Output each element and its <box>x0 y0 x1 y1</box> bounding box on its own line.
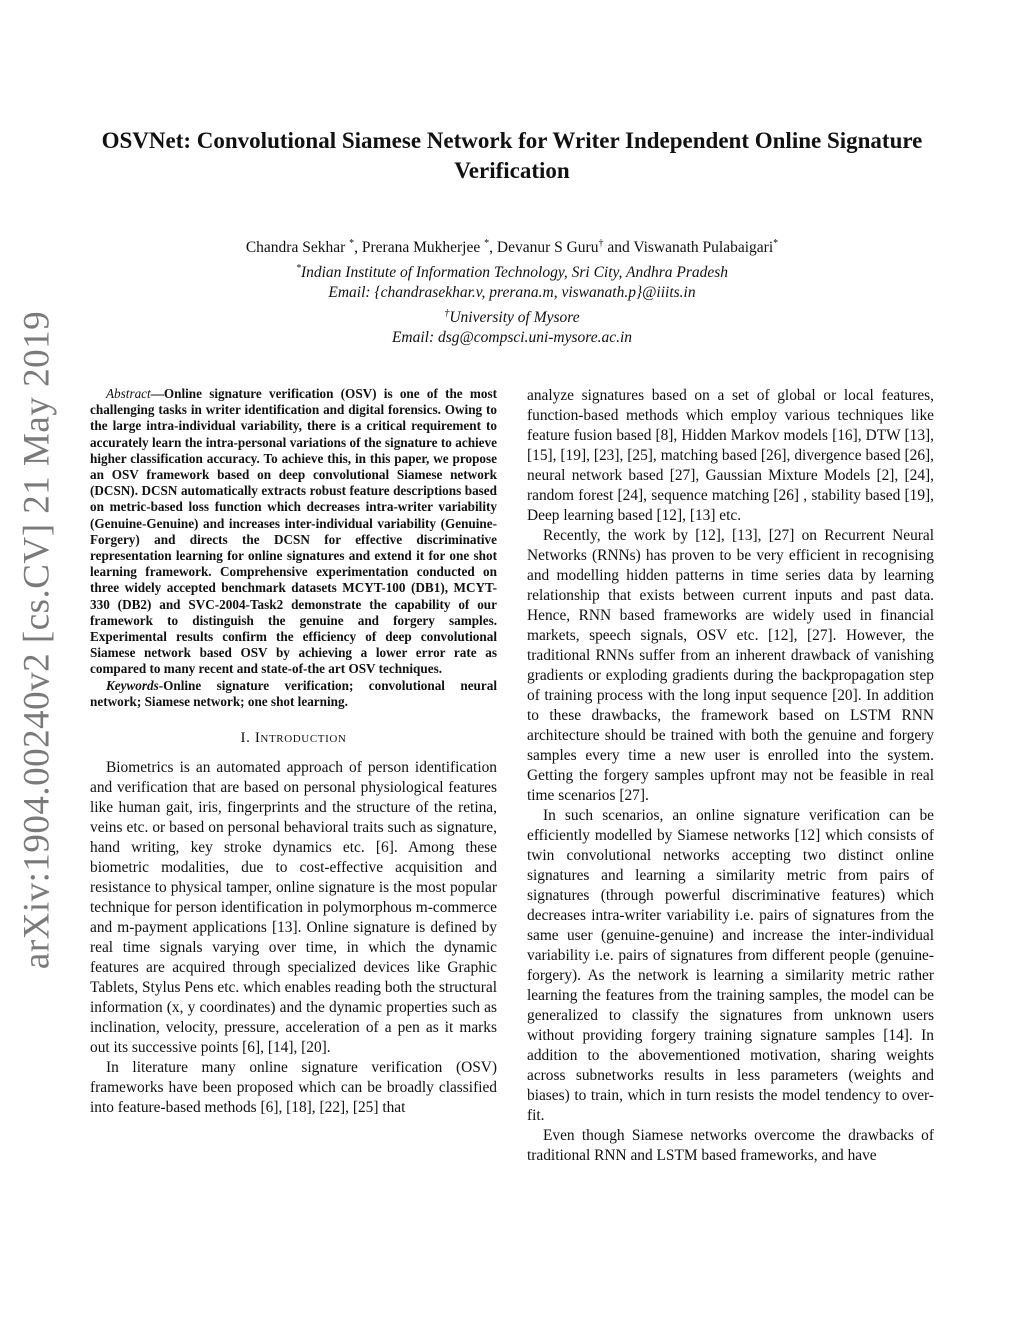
body-paragraph: Even though Siamese networks overcome the drawbacks of traditional RNN and LSTM based frameworks, and have <box>527 1127 934 1164</box>
email-1: Email: {chandrasekhar.v, prerana.m, viswanath.p}@iiits.in <box>328 284 696 302</box>
author-block <box>80 234 944 349</box>
section-heading-introduction: I. Introduction <box>240 730 347 747</box>
right-column <box>527 386 934 1166</box>
body-paragraph: In literature many online signature verification (OSV) frameworks have been proposed which can be broadly classified into feature-based methods [6], [18], [22], [25] that <box>90 1059 497 1117</box>
paper-title: OSVNet: Convolutional Siamese Network for Writer Independent Online Signature Verification <box>101 128 923 183</box>
body-paragraph: analyze signatures based on a set of global or local features, function-based methods which employ various techniques like feature fusion based [8], Hidden Markov models [16], DTW [13], [15], [19], [23], [25], matching based [26], divergence based [26], neural network based [27], Gaussian Mixture Models [2], [24], random forest [24], sequence matching [26] , stability based [19], Deep learning based [12], [13] etc. <box>527 387 934 524</box>
abstract: Abstract—Online signature verification (OSV) is one of the most challenging tasks in writer identification and digital forensics. Owing to the large intra-individual variability, there is a critical requirement to accurately learn the intra-personal variations of the signature to achieve higher classification accuracy. To achieve this, in this paper, we propose an OSV framework based on deep convolutional Siamese network (DCSN). DCSN automatically extracts robust feature descriptions based on metric-based loss function which decreases intra-writer variability (Genuine-Genuine) and increases inter-individual variability (Genuine-Forgery) and directs the DCSN for effective discriminative representation learning for online signatures and extend it for one shot learning framework. Comprehensive experimentation conducted on three widely accepted benchmark datasets MCYT-100 (DB1), MCYT-330 (DB2) and SVC-2004-Task2 demonstrate the capability of our framework to distinguish the genuine and forgery samples. Experimental results confirm the efficiency of deep convolutional Siamese network based OSV by achieving a lower error rate as compared to many recent and state-of-the art OSV techniques. <box>90 386 497 677</box>
body-paragraph: Biometrics is an automated approach of person identification and verification that are based on personal physiological features like human gait, iris, fingerprints and the structure of the retina, veins etc. or based on personal behavioral traits such as signature, hand writing, key stroke dynamics etc. [6]. Among these biometric modalities, due to cost-effective acquisition and resistance to physical tamper, online signature is the most popular technique for person identification in polymorphous m-commerce and m-payment applications [13]. Online signature is defined by real time signals varying over time, in which the dynamic features are acquired through specialized devices like Graphic Tablets, Stylus Pens etc. which enables reading both the structural information (x, y coordinates) and the dynamic properties such as inclination, velocity, pressure, acceleration of a pen as it marks out its successive points [6], [14], [20]. <box>90 759 497 1057</box>
keywords: Keywords-Online signature verification; convolutional neural network; Siamese network; one shot learning. <box>90 677 497 709</box>
body-paragraph: In such scenarios, an online signature verification can be efficiently modelled by Siamese networks [12] which consists of twin convolutional networks accepting two distinct online signatures and learning a similarity metric from pairs of signatures (through powerful discriminative features) which decreases intra-writer variability i.e. pairs of signatures from the same user (genuine-genuine) and increase the inter-individual variability i.e. pairs of signatures from different people (genuine-forgery). As the network is learning a similarity metric rather learning the features from the training samples, the model can be generalized to classify the signatures from unknown users without providing forgery training signature samples [14]. In addition to the abovementioned motivation, sharing weights across subnetworks results in less parameters (weights and biases) to train, which in turn resists the model tendency to over-fit. <box>527 807 934 1124</box>
affiliation-1: *Indian Institute of Information Technology, Sri City, Andhra Pradesh <box>295 262 729 281</box>
email-2: Email: dsg@compsci.uni-mysore.ac.in <box>391 329 633 347</box>
affiliation-2: †University of Mysore <box>444 307 580 326</box>
left-column <box>90 386 497 1118</box>
author-line: Chandra Sekhar *, Prerana Mukherjee *, Devanur S Guru† and Viswanath Pulabaigari* <box>245 238 779 257</box>
arxiv-sidebar <box>12 310 62 970</box>
body-paragraph: Recently, the work by [12], [13], [27] on Recurrent Neural Networks (RNNs) has proven to be very efficient in recognising and modelling hidden patterns in time series data by learning relationship that exists between current inputs and past data. Hence, RNN based frameworks are widely used in financial markets, speech signals, OSV etc. [12], [27]. However, the traditional RNNs suffer from an inherent drawback of vanishing gradients or exploding gradients during the backpropagation step of training process with the long input sequence [20]. In addition to these drawbacks, the framework based on LSTM RNN architecture should be trained with both the genuine and forgery samples every time a new user is enrolled into the system. Getting the forgery samples upfront may not be feasible in real time scenarios [27]. <box>527 527 934 804</box>
arxiv-identifier: arXiv:1904.00240v2 [cs.CV] 21 May 2019 <box>16 310 58 970</box>
